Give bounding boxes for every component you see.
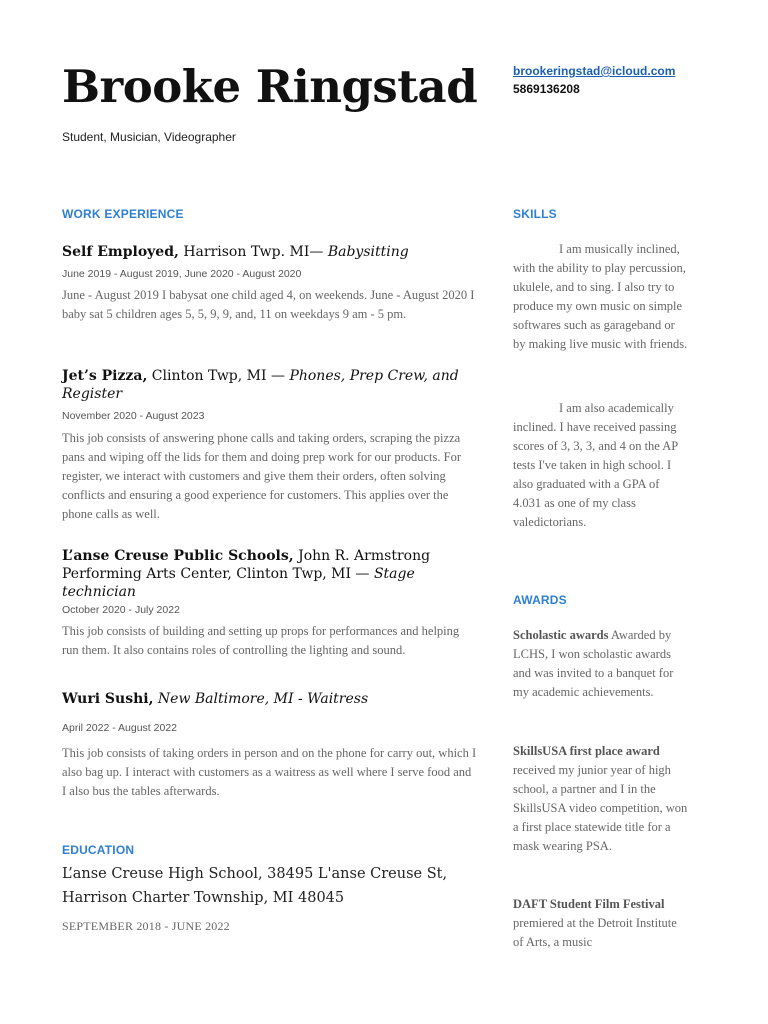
job-role: Phones, Prep Crew, and Register	[62, 368, 459, 402]
award-text: received my junior year of high school, a partner and I in the SkillsUSA video competition, won a first place statewide title for a mask wearing PSA.	[513, 763, 688, 853]
education-heading: EDUCATION	[62, 843, 135, 857]
job-employer: Wuri Sushi,	[62, 691, 154, 707]
job-employer: Self Employed,	[62, 244, 179, 260]
phone-number: 5869136208	[513, 82, 580, 96]
job-location: John R. Armstrong Performing Arts Center, Clinton Twp, MI —	[62, 548, 431, 582]
job-employer: L’anse Creuse Public Schools,	[62, 548, 294, 564]
award-item-3	[513, 895, 688, 952]
award-item-2	[513, 742, 688, 856]
job-title-4	[62, 690, 478, 708]
work-experience-heading: WORK EXPERIENCE	[62, 207, 184, 221]
job-title-3	[62, 547, 478, 601]
job-employer: Jet’s Pizza,	[62, 368, 148, 384]
skills-paragraph-1: I am musically inclined, with the ability to play percussion, ukulele, and to sing. I also try to produce my own music on simple softwares such as garageband or by making live music with friends.	[513, 242, 688, 351]
job-location: Clinton Twp, MI —	[147, 368, 290, 384]
job-description-3: This job consists of building and setting up props for performances and helping run them. It also contains roles of controlling the lighting and sound.	[62, 624, 460, 657]
skills-heading: SKILLS	[513, 207, 557, 221]
job-description-4: This job consists of taking orders in person and on the phone for carry out, which I also bag up. I interact with customers as a waitress as well where I serve food and I also bus the tables afterwards.	[62, 746, 477, 798]
job-title-1	[62, 243, 478, 261]
school-address: , 38495 L'anse Creuse St, Harrison Charter Township, MI 48045	[62, 866, 448, 906]
job-location: Harrison Twp. MI—	[178, 244, 328, 260]
job-role: Babysitting	[327, 244, 409, 260]
education-school	[62, 862, 482, 910]
award-item-1	[513, 626, 688, 702]
job-dates-3: October 2020 - July 2022	[62, 604, 180, 616]
job-description-2: This job consists of answering phone calls and taking orders, scraping the pizza pans and wiping off the lids for them and doing prep work for our products. For register, we interact with customers and give them their orders, often solving conflicts and ensuring a good experience for customers. This applies over the phone calls as well.	[62, 431, 462, 521]
award-text: premiered at the Detroit Institute of Arts, a music	[513, 916, 677, 949]
school-name: L’anse Creuse High School	[62, 866, 258, 882]
award-title: Scholastic awards	[513, 628, 609, 642]
skills-paragraph-2: I am also academically inclined. I have received passing scores of 3, 3, 3, and 4 on the AP tests I've taken in high school. I also graduated with a GPA of 4.031 as one of my class valedictorians.	[513, 401, 678, 529]
job-role: Stage technician	[62, 566, 415, 600]
award-text: Awarded by LCHS, I won scholastic awards and was invited to a banquet for my academic achievements.	[513, 628, 674, 699]
job-description-1: June - August 2019 I babysat one child aged 4, on weekends. June - August 2020 I baby sat 5 children ages 5, 5, 9, 9, and, 11 on weekdays 9 am - 5 pm.	[62, 288, 475, 321]
email-link[interactable]: brookeringstad@icloud.com	[513, 64, 676, 78]
award-title: SkillsUSA first place award	[513, 744, 660, 758]
job-role: New Baltimore, MI - Waitress	[157, 691, 369, 707]
education-dates: SEPTEMBER 2018 - JUNE 2022	[62, 919, 230, 933]
awards-heading: AWARDS	[513, 593, 567, 607]
job-dates-4: April 2022 - August 2022	[62, 722, 177, 734]
job-title-2	[62, 367, 478, 403]
award-title: DAFT Student Film Festival	[513, 897, 665, 911]
resume-name: Brooke Ringstad	[62, 60, 478, 113]
tagline: Student, Musician, Videographer	[62, 130, 236, 144]
job-dates-1: June 2019 - August 2019, June 2020 - August 2020	[62, 268, 302, 280]
job-dates-2: November 2020 - August 2023	[62, 410, 205, 422]
